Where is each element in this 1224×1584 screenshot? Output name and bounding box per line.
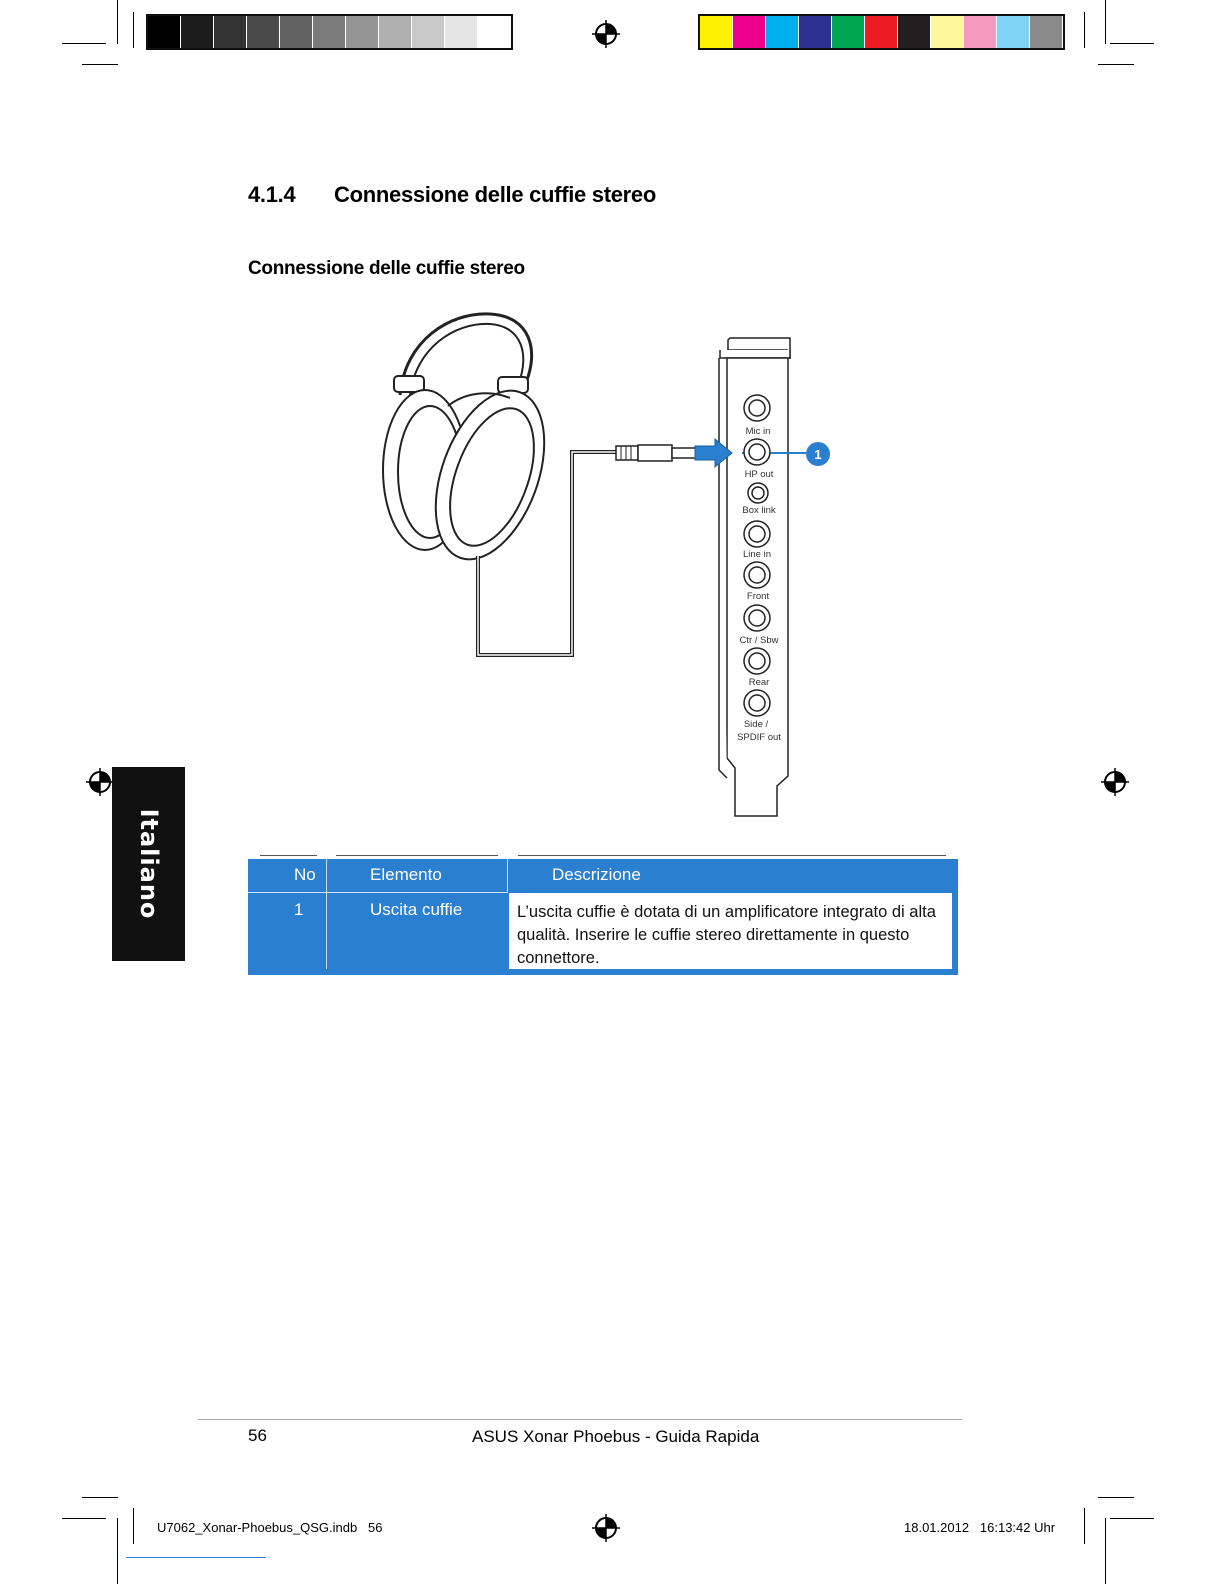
color-swatch [280,16,313,48]
row-description [508,892,953,970]
language-side-tab [112,767,185,961]
crop-mark [1098,1497,1134,1498]
column-header-description: Descrizione [552,865,641,884]
color-swatch [346,16,379,48]
diagram-heading: Connessione delle cuffie stereo [248,258,525,279]
jack-label: Rear [748,677,770,688]
jack-label: SPDIF out [737,732,781,743]
crop-mark [1110,1518,1154,1519]
row-number: 1 [294,900,304,919]
color-swatch [247,16,280,48]
crop-mark [82,1497,118,1498]
callout-number: 1 [814,447,822,462]
row-description-line: L’uscita cuffie è dotata di un amplificatore integrato di alta [517,903,936,921]
footer-title: ASUS Xonar Phoebus - Guida Rapida [472,1427,760,1446]
color-swatch [733,16,766,48]
crop-mark [117,1518,118,1584]
table-rule [260,855,317,856]
row-element: Uscita cuffie [370,900,463,919]
audio-plug-icon [616,445,698,461]
jack-label: Side / [743,719,769,730]
color-swatch [478,16,511,48]
crop-mark [62,43,106,44]
crop-mark [117,0,118,44]
color-swatch [700,16,733,48]
grayscale-color-bar [146,14,513,50]
color-swatch [997,16,1030,48]
table-rule [518,855,946,856]
section-number: 4.1.4 [248,182,296,207]
crop-mark [1105,0,1106,44]
color-swatch [799,16,832,48]
color-swatch [931,16,964,48]
crop-mark [82,64,118,65]
headphones-icon [383,314,565,574]
color-swatch [313,16,346,48]
registration-mark-icon [590,18,622,50]
headphone-connection-diagram [370,300,850,825]
table-rule [336,855,498,856]
crop-mark [1105,1518,1106,1584]
color-swatch [445,16,478,48]
footer-rule [198,1419,962,1420]
print-slug-filename: U7062_Xonar-Phoebus_QSG.indb 56 [157,1520,383,1535]
color-swatch [412,16,445,48]
cmyk-color-bar [698,14,1065,50]
registration-mark-icon [590,1512,622,1544]
crop-mark [1098,64,1134,65]
jack-label: Front [746,591,770,602]
color-swatch [379,16,412,48]
header-row-divider [248,892,508,893]
column-header-no: No [294,865,316,884]
row-description-line: qualità. Inserire le cuffie stereo direttamente in questo [517,926,910,944]
crop-mark [1084,1508,1085,1544]
section-title: Connessione delle cuffie stereo [334,182,657,207]
color-swatch [766,16,799,48]
color-swatch [898,16,931,48]
color-swatch [214,16,247,48]
row-description-line: connettore. [517,949,600,967]
column-header-element: Elemento [370,865,442,884]
registration-mark-icon [1099,766,1131,798]
color-swatch [865,16,898,48]
crop-mark [133,1508,134,1544]
crop-mark [126,1557,266,1558]
print-slug-timestamp: 18.01.2012 16:13:42 Uhr [904,1520,1056,1535]
column-divider [507,859,508,892]
crop-mark [62,1518,106,1519]
color-swatch [964,16,997,48]
crop-mark [133,12,134,48]
column-divider [326,859,327,969]
color-swatch [181,16,214,48]
jack-label: Ctr / Sbw [739,635,779,646]
crop-mark [1084,12,1085,48]
crop-mark [1110,43,1154,44]
color-swatch [148,16,181,48]
jack-label: Line in [743,549,771,560]
color-swatch [1030,16,1063,48]
section-heading [248,182,656,208]
page-number: 56 [248,1426,267,1445]
jack-label: HP out [744,469,774,480]
color-swatch [832,16,865,48]
jack-label: Box link [742,505,776,516]
language-tab-label: Italiano [134,808,163,920]
jack-label: Mic in [745,426,771,437]
